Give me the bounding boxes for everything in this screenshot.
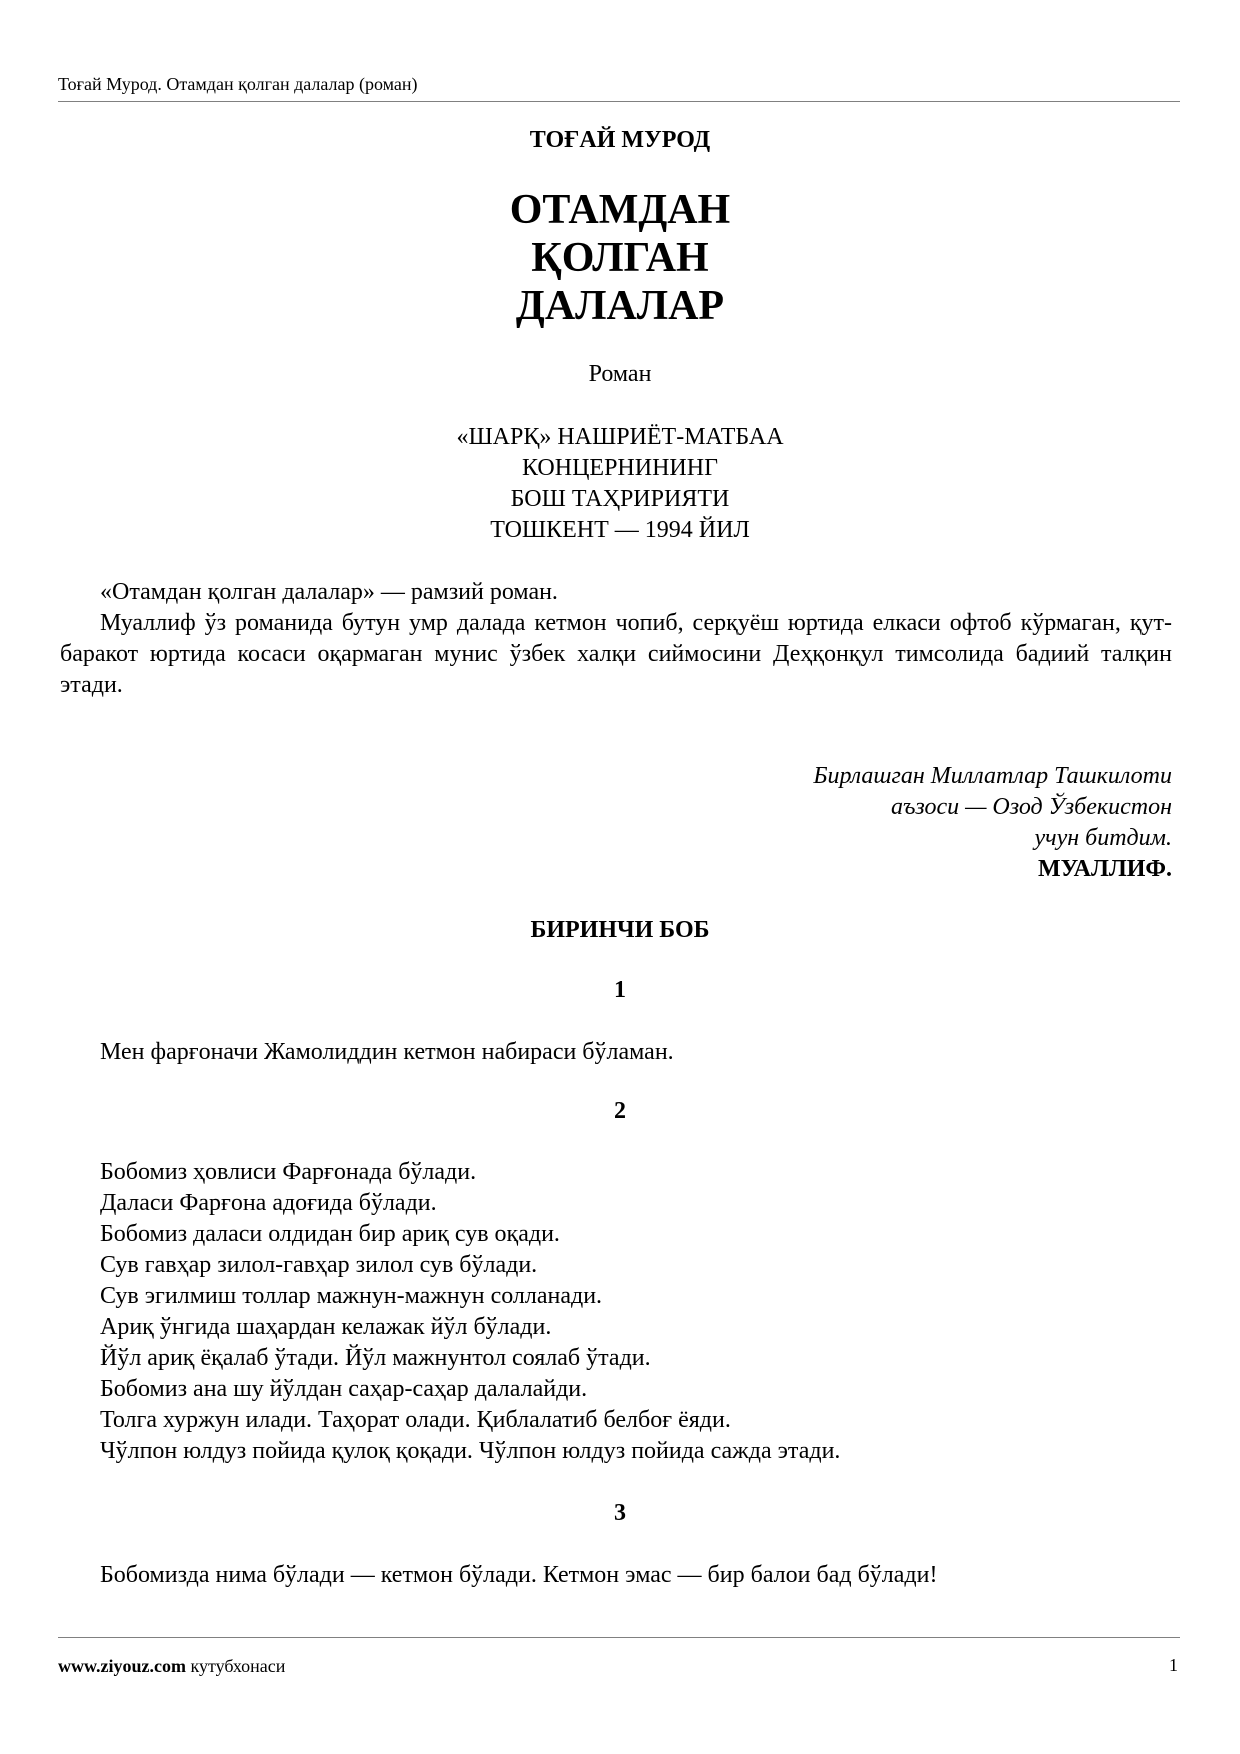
text-line: Даласи Фарғона адоғида бўлади. [100,1190,437,1216]
section-number: 3 [614,1500,626,1526]
section-number: 2 [614,1098,626,1124]
text-line: Бобомиз даласи олдидан бир ариқ сув оқади. [100,1221,560,1247]
section-text [100,1157,1172,1467]
text-line: Ариқ ўнгида шаҳардан келажак йўл бўлади. [100,1314,552,1340]
text-line: Бобомиз ана шу йўлдан саҳар-саҳар далалайди. [100,1376,588,1402]
publisher-block [0,422,1240,546]
text-line: Йўл ариқ ёқалаб ўтади. Йўл мажнунтол соялаб ўтади. [100,1345,651,1371]
section-text [100,1560,1172,1591]
abstract-paragraph: Муаллиф ўз романида бутун умр далада кетмон чопиб, серқуёш юртида елкаси офтоб кўрмаган, қут-баракот юртида косаси оқармаган мунис ўзбек халқи сиймосини Деҳқонқул тимсолида бадиий талқин этади. [60,610,1172,698]
dedication-line: аъзоси — Озод Ўзбекистон [890,794,1172,820]
title-line: ОТАМДАН [509,187,731,233]
publisher-line: ТОШКЕНТ — 1994 ЙИЛ [490,517,750,543]
publisher-line: БОШ ТАҲРИРИЯТИ [510,486,730,512]
running-header: Тоғай Мурод. Отамдан қолган далалар (роман) [58,74,418,94]
title-line: ҚОЛГАН [531,235,709,281]
footer-rule [58,1637,1180,1638]
abstract-paragraph: «Отамдан қолган далалар» — рамзий роман. [100,579,558,605]
page-number: 1 [1169,1655,1178,1675]
footer-site-link[interactable]: www.ziyouz.com [58,1656,186,1676]
text-line: Сув эгилмиш толлар мажнун-мажнун солланади. [100,1283,603,1309]
title-line: ДАЛАЛАР [515,283,725,329]
footer [58,1656,285,1677]
footer-library-label: кутубхонаси [190,1656,286,1676]
publisher-line: «ШАРҚ» НАШРИЁТ-МАТБАА [456,424,784,450]
section-number: 1 [614,977,626,1003]
dedication-signature: МУАЛЛИФ. [1037,856,1172,882]
text-line: Чўлпон юлдуз пойида қулоқ қоқади. Чўлпон юлдуз пойида сажда этади. [100,1438,841,1464]
section-text [100,1037,1172,1068]
dedication-line: Бирлашган Миллатлар Ташкилоти [813,763,1172,789]
abstract [60,577,1172,701]
text-line: Толга хуржун илади. Таҳорат олади. Қиблалатиб белбоғ ёяди. [100,1407,731,1433]
text-line: Бобомиз ҳовлиси Фарғонада бўлади. [100,1159,477,1185]
header-rule [58,101,1180,102]
genre-label: Роман [588,361,652,387]
text-line: Сув гавҳар зилол-гавҳар зилол сув бўлади. [100,1252,538,1278]
book-title [0,186,1240,330]
text-line: Бобомизда нима бўлади — кетмон бўлади. Кетмон эмас — бир балои бад бўлади! [100,1562,938,1588]
author-name: ТОҒАЙ МУРОД [529,127,711,153]
text-line: Мен фарғоначи Жамолиддин кетмон набираси бўламан. [100,1039,674,1065]
chapter-heading: БИРИНЧИ БОБ [530,917,710,943]
dedication-line: учун битдим. [1034,825,1172,851]
publisher-line: КОНЦЕРНИНИНГ [522,455,718,481]
dedication [600,761,1172,885]
